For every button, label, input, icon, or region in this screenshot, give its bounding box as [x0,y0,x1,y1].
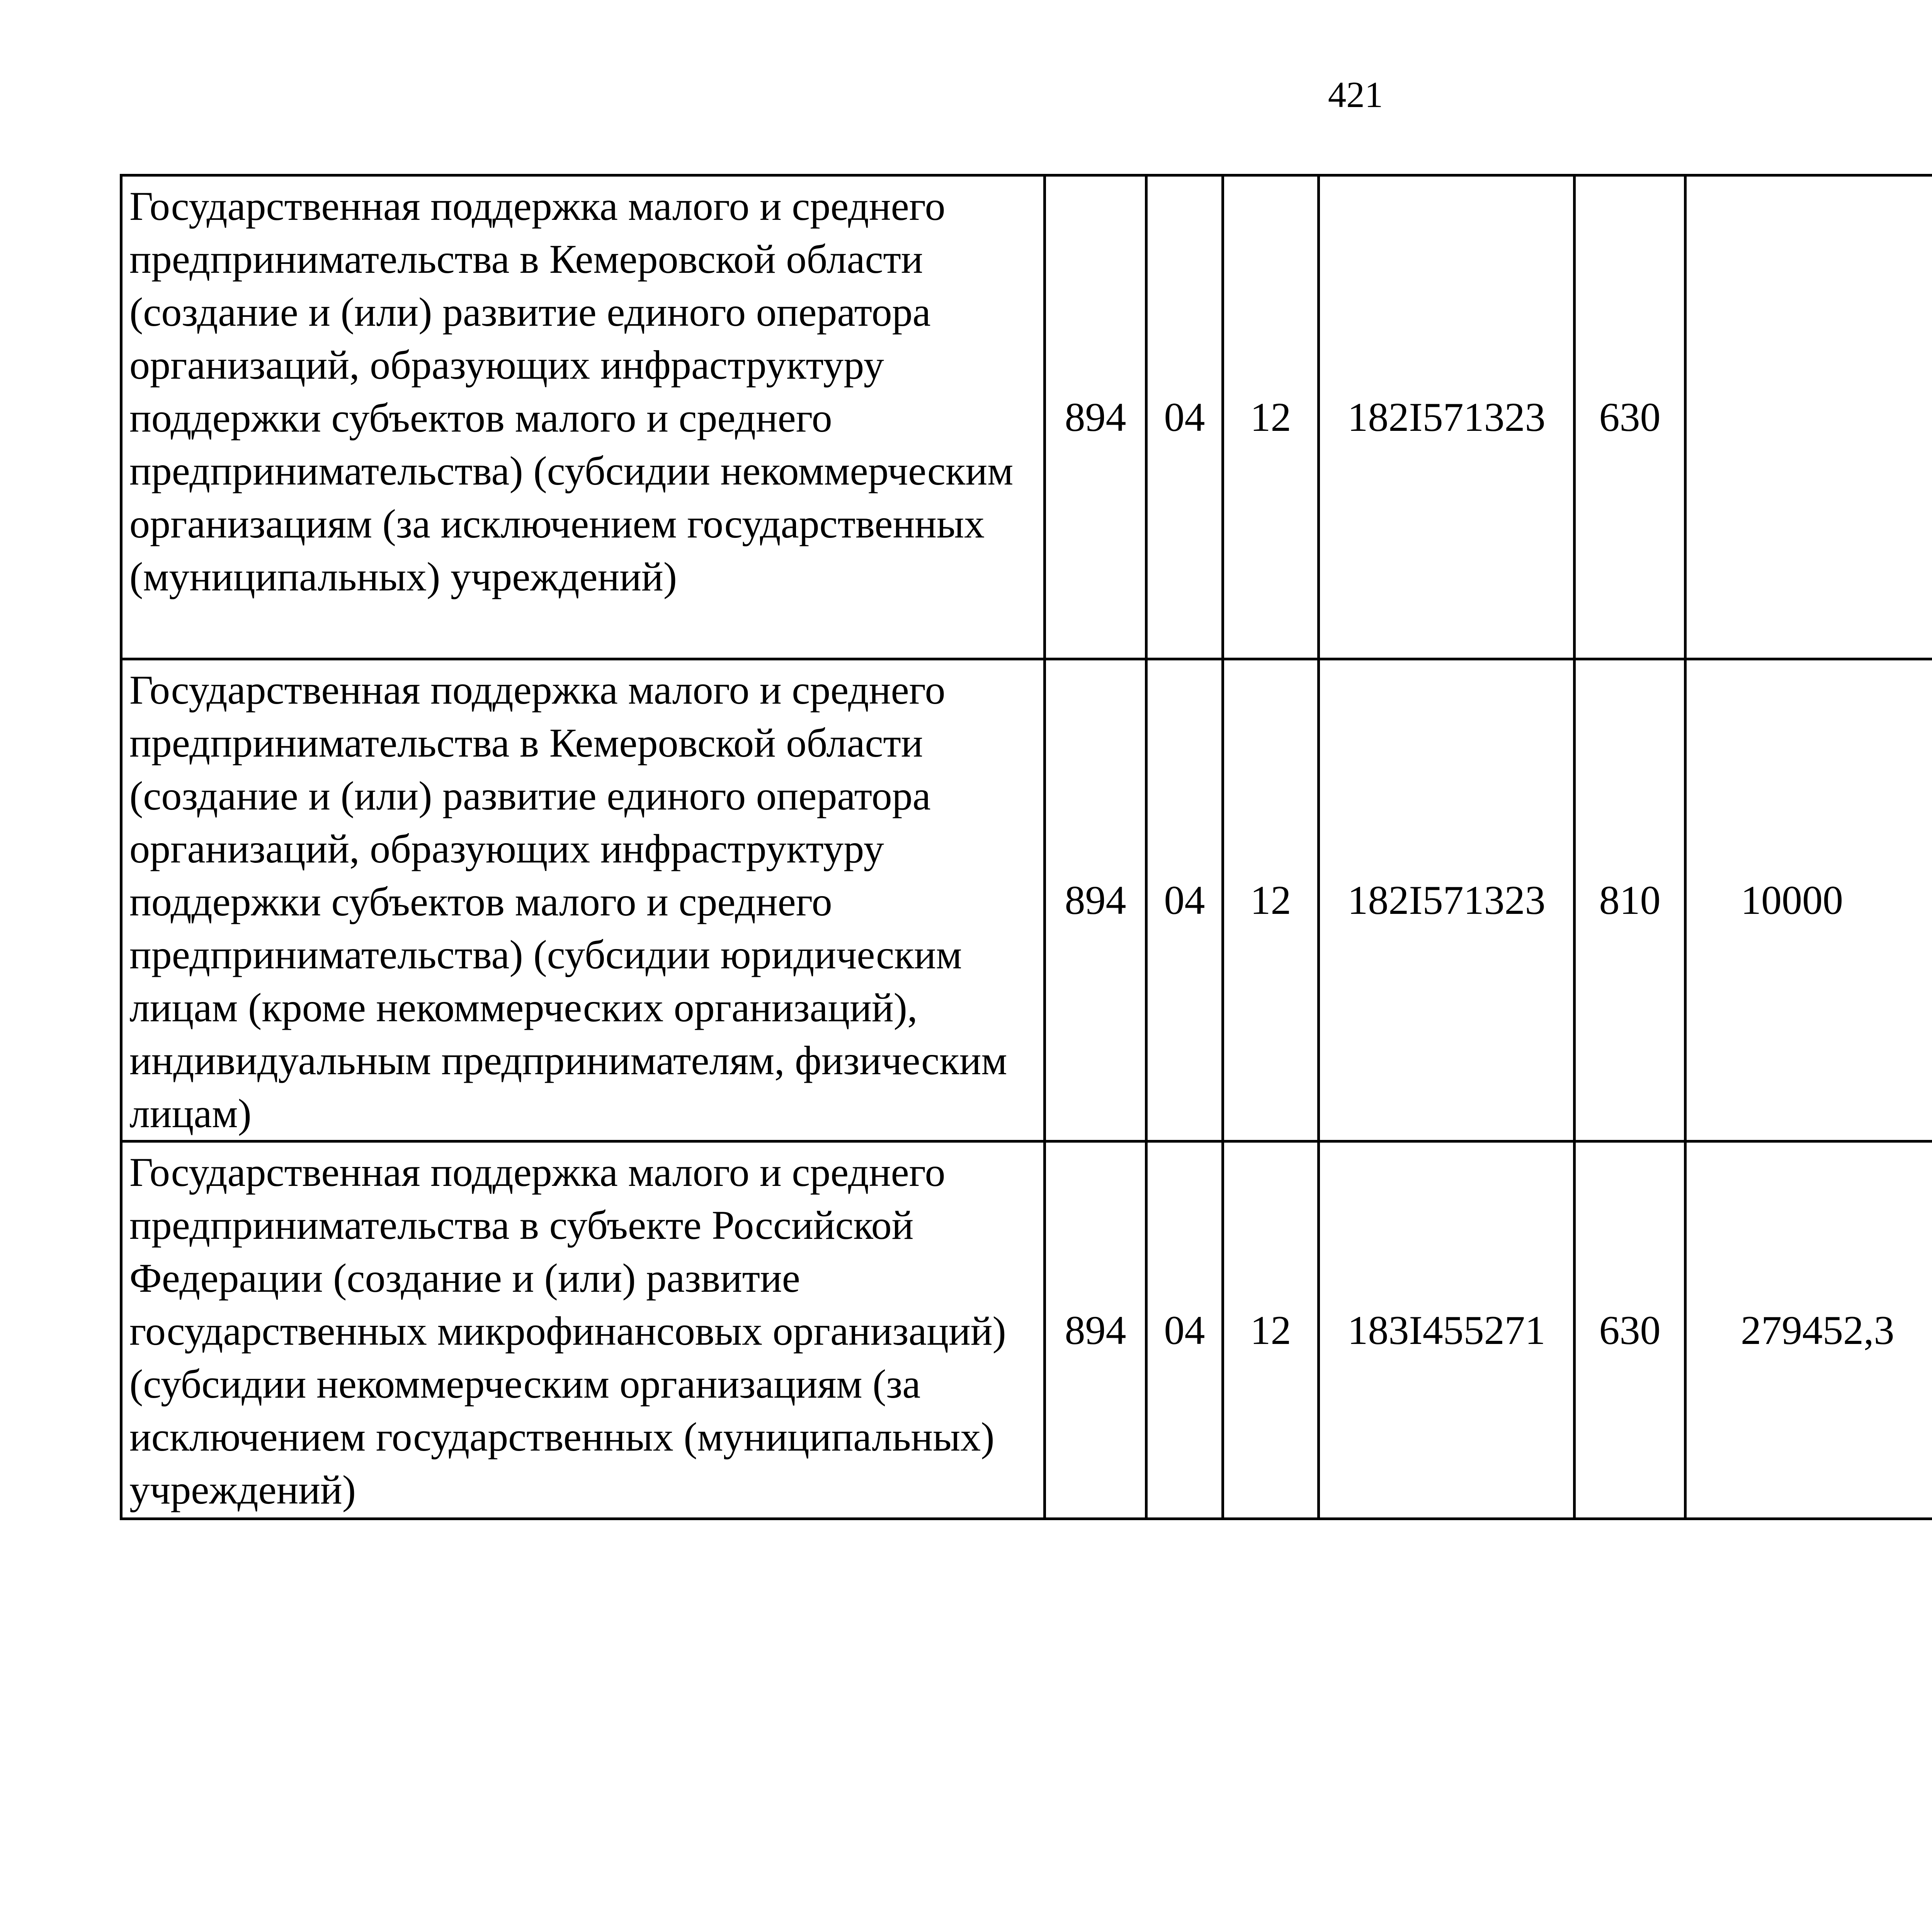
expense-type-cell: 810 [1575,659,1685,1141]
amount-1-cell: 279452,3 [1685,1141,1932,1519]
target-item-cell: 182I571323 [1319,175,1575,659]
row-description: Государственная поддержка малого и среднего предпринимательства в субъекте Российской Федерации (создание и (или) развитие государственных микрофинансовых организаций) (субсидии некоммерческим организациям (за исключением государственных (муниципальных) учреждений) [121,1141,1045,1519]
section-cell: 04 [1146,1141,1223,1519]
amount-1-cell: 10000 [1685,659,1932,1141]
expense-type-cell: 630 [1575,175,1685,659]
ministry-code-cell: 894 [1045,1141,1146,1519]
subsection-cell: 12 [1223,659,1319,1141]
section-cell: 04 [1146,659,1223,1141]
table-row [121,175,1932,659]
budget-table [120,174,1932,1520]
amount-1-cell [1685,175,1932,659]
row-description: Государственная поддержка малого и среднего предпринимательства в Кемеровской области (создание и (или) развитие единого оператора организаций, образующих инфраструктуру поддержки субъектов малого и среднего предпринимательства) (субсидии некоммерческим организациям (за исключением государственных (муниципальных) учреждений) [121,175,1045,659]
table-row [121,1141,1932,1519]
ministry-code-cell: 894 [1045,659,1146,1141]
row-description: Государственная поддержка малого и среднего предпринимательства в Кемеровской области (создание и (или) развитие единого оператора организаций, образующих инфраструктуру поддержки субъектов малого и среднего предпринимательства) (субсидии юридическим лицам (кроме некоммерческих организаций), индивидуальным предпринимателям, физическим лицам) [121,659,1045,1141]
expense-type-cell: 630 [1575,1141,1685,1519]
target-item-cell: 182I571323 [1319,659,1575,1141]
table-row [121,659,1932,1141]
target-item-cell: 183I455271 [1319,1141,1575,1519]
subsection-cell: 12 [1223,1141,1319,1519]
page-number: 421 [1328,74,1383,115]
ministry-code-cell: 894 [1045,175,1146,659]
subsection-cell: 12 [1223,175,1319,659]
section-cell: 04 [1146,175,1223,659]
